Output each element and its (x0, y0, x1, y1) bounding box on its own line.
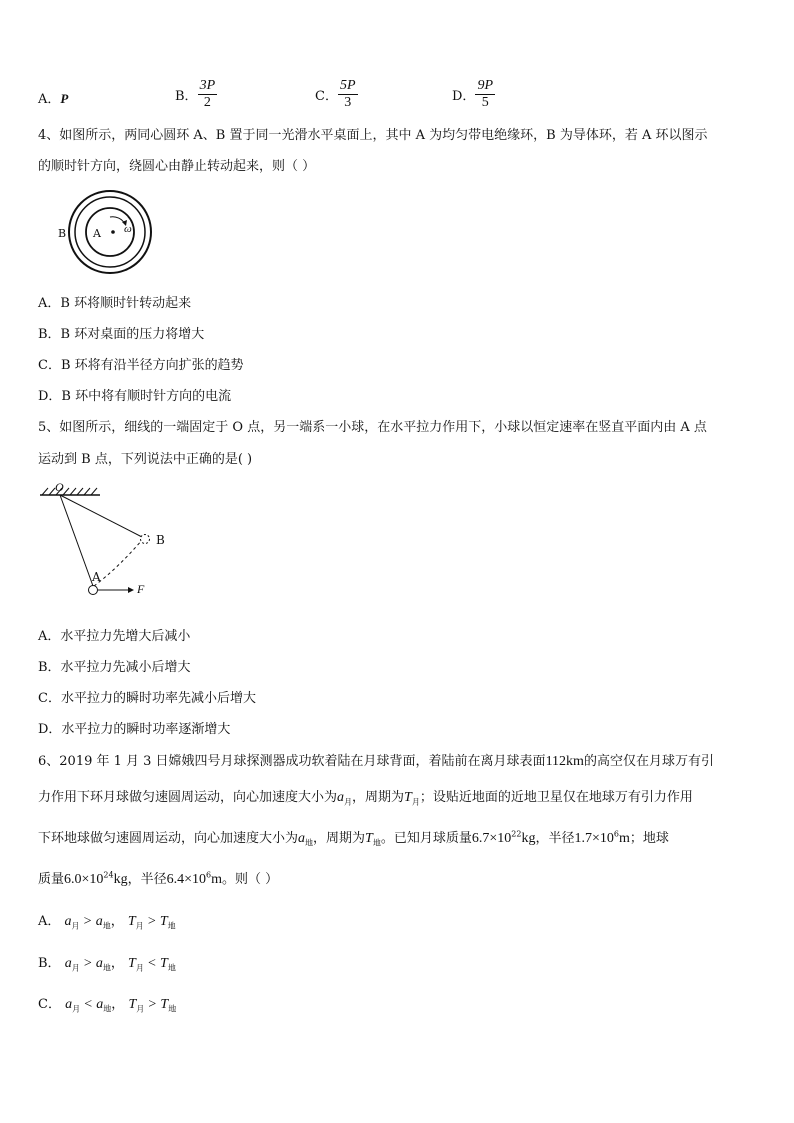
subscript: 月 (136, 1004, 145, 1014)
fraction (338, 78, 358, 111)
var: a (95, 914, 103, 929)
text: 力作用下环月球做匀速圆周运动，向心加速度大小为 (38, 790, 338, 805)
subscript: 月 (135, 921, 144, 931)
var-a: a (337, 790, 345, 805)
operator: > (83, 914, 92, 929)
q5-stem-line2: 运动到 B 点，下列说法中正确的是( ) (38, 452, 253, 467)
option-label: B． (38, 956, 61, 971)
exponent: 24 (103, 870, 114, 880)
subscript: 地 (103, 1004, 112, 1014)
label-o: O (55, 480, 64, 494)
q4-stem-line2: 的顺时针方向，绕圆心由静止转动起来，则（ ） (38, 159, 316, 174)
q4-option-a: A．B 环将顺时针转动起来 (38, 296, 192, 311)
subscript: 月 (71, 921, 80, 931)
text: ；地球 (629, 831, 669, 846)
exponent: 6 (613, 829, 619, 839)
subscript: 地 (167, 921, 176, 931)
label-a: A (93, 227, 101, 240)
string-to-a (60, 495, 93, 586)
fraction (475, 78, 495, 111)
fraction-denominator: 5 (481, 95, 489, 110)
subscript: 月 (411, 797, 420, 807)
label-f: F (137, 582, 145, 596)
text: 质量 (38, 872, 65, 887)
q6-stem-line2 (38, 786, 693, 808)
option-label: B． (175, 89, 198, 104)
subscript: 地 (372, 838, 381, 848)
fraction-denominator: 2 (203, 95, 211, 110)
math-value: 6.4×10 (166, 872, 207, 887)
subscript: 月 (72, 1004, 81, 1014)
var: a (64, 914, 72, 929)
label-omega: ω (124, 223, 132, 235)
fraction-numerator: 3P (199, 78, 216, 93)
math-value: 6.7×10 (471, 831, 512, 846)
separator: ， (111, 997, 125, 1012)
subscript: 地 (102, 963, 111, 973)
var: T (160, 997, 169, 1012)
fraction-numerator: 9P (477, 78, 493, 93)
fraction-numerator: 5P (339, 78, 356, 93)
q4-option-b: B．B 环对桌面的压力将增大 (38, 327, 205, 342)
unit: m (211, 872, 223, 887)
var: T (128, 997, 137, 1012)
q5-stem-line1: 5、如图所示，细线的一端固定于 O 点，另一端系一小球，在水平拉力作用下，小球以恒定速率在竖直平面内由 A 点 (38, 420, 707, 435)
pendulum-diagram (38, 478, 188, 603)
text: ，周期为 (313, 831, 366, 846)
text: 下环地球做匀速圆周运动，向心加速度大小为 (38, 831, 299, 846)
q3-option-a (38, 88, 68, 107)
operator: > (147, 914, 156, 929)
math-value: 1.7×10 (574, 831, 614, 846)
operator: < (147, 956, 156, 971)
var: a (96, 997, 104, 1012)
text: ，半径 (535, 831, 575, 846)
q5-option-b: B．水平拉力先减小后增大 (38, 660, 191, 675)
option-label: D． (452, 89, 476, 104)
text: 的高空仅在月球万有引 (583, 754, 714, 769)
text: ，半径 (127, 872, 167, 887)
label-b: B (58, 227, 67, 240)
option-label: A． (38, 92, 61, 107)
q5-figure-pendulum (38, 478, 188, 603)
q6-stem-line1 (38, 750, 714, 770)
trajectory-arc (94, 540, 142, 586)
subscript: 地 (168, 1004, 177, 1014)
q4-stem-line1: 4、如图所示，两同心圆环 A、B 置于同一光滑水平桌面上，其中 A 为均匀带电绝缘环，B 为导体环，若 A 环以图示 (38, 128, 708, 143)
subscript: 地 (102, 921, 111, 931)
q5-option-a: A．水平拉力先增大后减小 (38, 629, 191, 644)
q3-option-b (175, 78, 217, 111)
text: 6、2019 年 1 月 3 日嫦娥四号月球探测器成功软着陆在月球背面，着陆前在离月球表面 (38, 754, 546, 769)
var: T (128, 956, 136, 971)
q4-option-c: C．B 环将有沿半径方向扩张的趋势 (38, 358, 244, 373)
math-value: 112km (545, 754, 584, 769)
subscript: 月 (344, 797, 353, 807)
var: a (64, 956, 72, 971)
unit: kg (521, 831, 536, 846)
center-dot (111, 230, 115, 234)
unit: kg (113, 872, 128, 887)
text: ；设贴近地面的近地卫星仅在地球万有引力作用 (419, 790, 693, 805)
subscript: 地 (167, 963, 176, 973)
q4-figure-concentric-rings (55, 190, 165, 280)
ceiling-hatch (42, 488, 97, 495)
ball-b (141, 535, 150, 544)
var: T (127, 914, 136, 929)
option-label: A． (38, 914, 61, 929)
force-arrowhead-icon (128, 587, 134, 593)
var: T (159, 914, 168, 929)
var-t: T (365, 831, 373, 846)
exponent: 6 (206, 870, 212, 880)
subscript: 地 (305, 838, 314, 848)
separator: ， (110, 914, 124, 929)
string-to-b (60, 495, 142, 537)
q6-stem-line3 (38, 827, 669, 849)
q3-option-c (315, 78, 358, 111)
fraction-denominator: 3 (344, 95, 352, 110)
q3-option-d (452, 78, 495, 111)
exponent: 22 (511, 829, 522, 839)
unit: m (618, 831, 630, 846)
label-a: A (92, 570, 101, 584)
operator: > (83, 956, 92, 971)
subscript: 月 (135, 963, 144, 973)
rotation-arrow-arc (110, 217, 125, 224)
text: 。已知月球质量 (380, 831, 472, 846)
q4-option-d: D．B 环中将有顺时针方向的电流 (38, 389, 232, 404)
ball-a (89, 586, 98, 595)
subscript: 月 (71, 963, 80, 973)
ring-b-outer (69, 191, 151, 273)
q6-option-a (38, 910, 176, 932)
concentric-rings-diagram (55, 190, 165, 280)
q5-option-d: D．水平拉力的瞬时功率逐渐增大 (38, 722, 231, 737)
text: 。则（ ） (222, 872, 279, 887)
option-label: C． (38, 997, 61, 1012)
var: T (160, 956, 168, 971)
operator: > (148, 997, 157, 1012)
label-b: B (156, 533, 165, 547)
option-label: C． (315, 89, 338, 104)
q6-option-b (38, 952, 176, 974)
q6-option-c (38, 993, 176, 1015)
q5-option-c: C．水平拉力的瞬时功率先减小后增大 (38, 691, 256, 706)
option-value: P (60, 91, 69, 106)
text: ，周期为 (352, 790, 405, 805)
var: a (95, 956, 103, 971)
var: a (65, 997, 73, 1012)
var-t: T (404, 790, 412, 805)
math-value: 6.0×10 (64, 872, 104, 887)
operator: < (84, 997, 93, 1012)
fraction (198, 78, 218, 111)
q6-stem-line4 (38, 868, 278, 888)
var-a: a (298, 831, 306, 846)
separator: ， (110, 956, 124, 971)
